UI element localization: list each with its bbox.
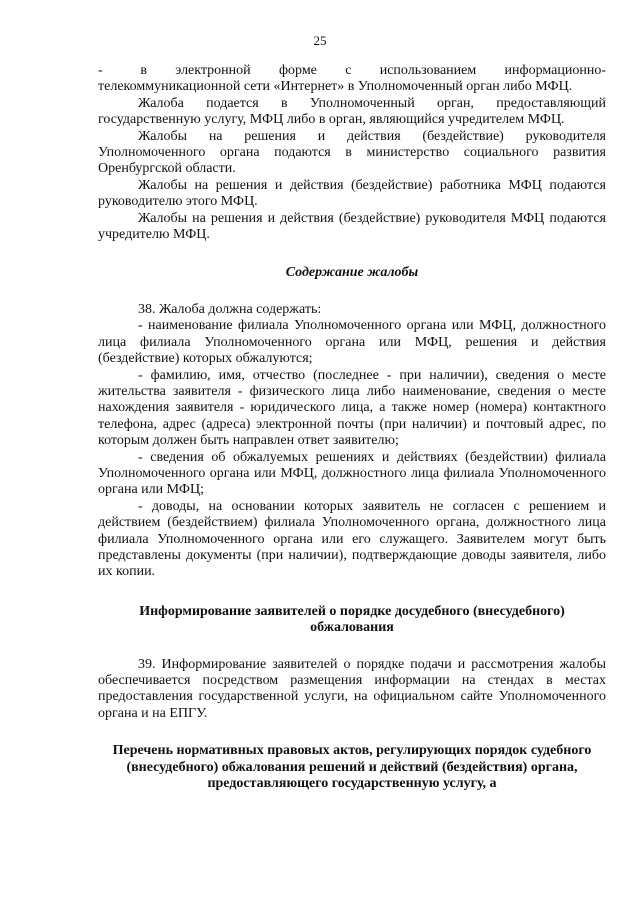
paragraph-complaints-mfc-worker: Жалобы на решения и действия (бездействие) работника МФЦ подаются руководителю этого МФЦ. xyxy=(98,177,606,210)
paragraph-complaints-mfc-head: Жалобы на решения и действия (бездействие) руководителя МФЦ подаются учредителю МФЦ. xyxy=(98,210,606,243)
paragraph-complaints-head-authority: Жалобы на решения и действия (бездействие) руководителя Уполномоченного органа подаются в министерство социального развития Оренбургской области. xyxy=(98,128,606,177)
section-heading-complaint-content: Содержание жалобы xyxy=(285,265,419,281)
section-heading-informing: Информирование заявителей о порядке досудебного (внесудебного) обжалования xyxy=(139,603,565,636)
list-item-decisions: - сведения об обжалуемых решениях и действиях (бездействии) филиала Уполномоченного органа или МФЦ, должностного лица филиала Уполномоченного органа или МФЦ; xyxy=(98,449,606,498)
list-item-name: - наименование филиала Уполномоченного органа или МФЦ, должностного лица филиала Уполномоченного органа или МФЦ, решения и действия (бездействие) которых обжалуются; xyxy=(98,318,606,367)
list-item-arguments: - доводы, на основании которых заявитель не согласен с решением и действием (бездействием) филиала Уполномоченного органа, должностного лица филиала Уполномоченного органа или его служащего. Заявителем могут быть представлены документы (при наличии), подтверждающие доводы заявителя, либо их копии. xyxy=(98,498,606,580)
page-number: 25 xyxy=(313,33,327,48)
document-body xyxy=(98,63,606,792)
paragraph-item-38: 38. Жалоба должна содержать: xyxy=(138,301,322,317)
paragraph-complaint-submission: Жалоба подается в Уполномоченный орган, предоставляющий государственную услугу, МФЦ либо в орган, являющийся учредителем МФЦ. xyxy=(98,95,606,128)
paragraph-item-39: 39. Информирование заявителей о порядке подачи и рассмотрения жалобы обеспечивается посредством размещения информации на стендах в местах предоставления государственной услуги, на официальном сайте Уполномоченного органа и на ЕПГУ. xyxy=(98,656,606,721)
paragraph-electronic-form: - в электронной форме с использованием информационно-телекоммуникационной сети «Интернет» в Уполномоченный орган либо МФЦ. xyxy=(98,63,606,95)
list-item-applicant-info: - фамилию, имя, отчество (последнее - при наличии), сведения о месте жительства заявителя - физического лица либо наименование, сведения о месте нахождения заявителя - юридического лица, а также номер (номера) контактного телефона, адрес (адреса) электронной почты (при наличии) и почтовый адрес, по которым должен быть направлен ответ заявителю; xyxy=(98,367,606,449)
section-heading-legal-acts: Перечень нормативных правовых актов, регулирующих порядок судебного (внесудебного) обжалования решений и действий (бездействия) органа, предоставляющего государственную услугу, а xyxy=(112,743,592,792)
